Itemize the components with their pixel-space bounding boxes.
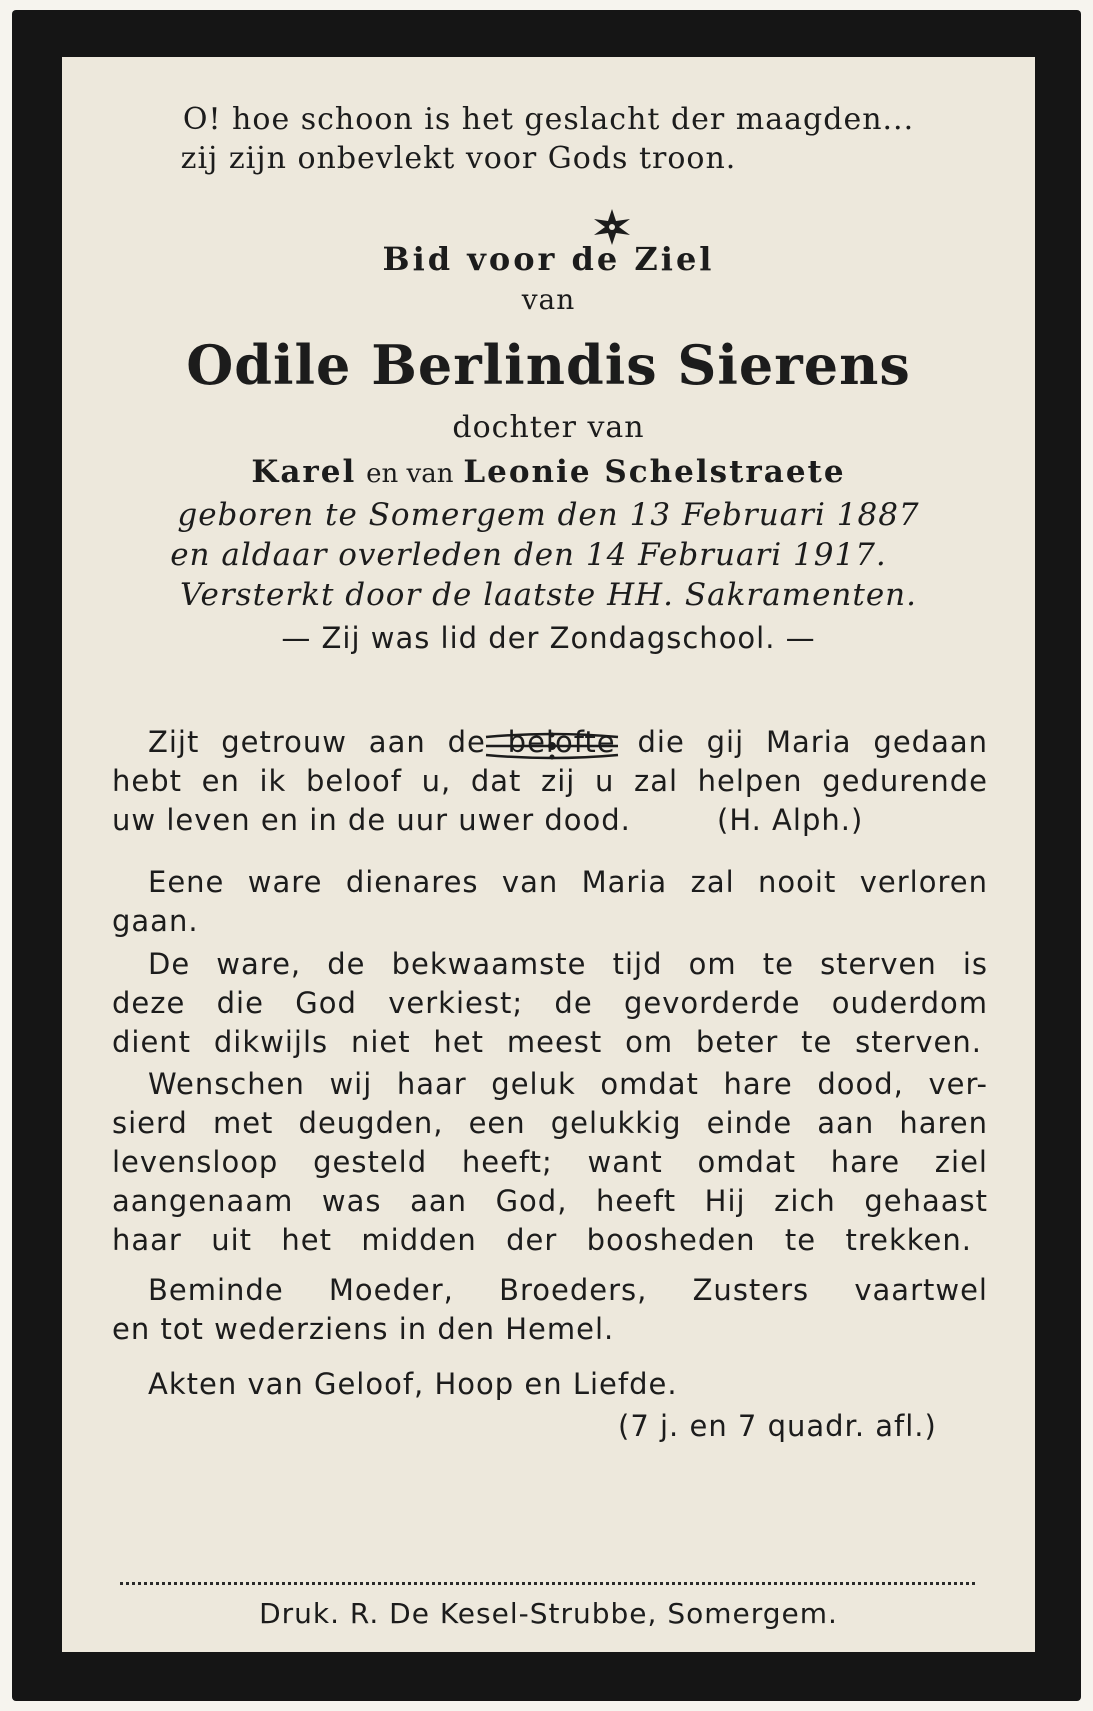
parents-conjunction: en van: [366, 459, 454, 489]
paragraph1-line-2: hebt en ik beloof u, dat zij u zal helpen gedurende: [112, 764, 988, 798]
paragraph4-line-3: levensloop gesteld heeft; want omdat hare ziel: [112, 1145, 988, 1179]
printer-imprint: Druk. R. De Kesel-Strubbe, Somergem.: [259, 1597, 838, 1630]
paragraph4-line-2: sierd met deugden, een gelukkig einde aan haren: [112, 1106, 988, 1140]
dotted-divider: [120, 1582, 975, 1585]
paragraph3-line-3: dient dikwijls niet het meest om beter te sterven.: [112, 1025, 982, 1059]
prayer-van: van: [521, 283, 576, 316]
paragraph5-line-2: en tot wederziens in den Hemel.: [112, 1312, 615, 1346]
death-line: en aldaar overleden den 14 Februari 1917.: [170, 537, 887, 573]
deceased-name: Odile Berlindis Sierens: [186, 333, 911, 397]
paragraph1-line-3: uw leven en in de uur uwer dood.: [112, 803, 631, 837]
parents-line: [62, 454, 1035, 490]
paragraph2-line-2: gaan.: [112, 904, 199, 938]
paragraph3-line-1: De ware, de bekwaamste tijd om te sterven is: [148, 947, 988, 981]
prayer-heading: Bid voor de Ziel: [382, 240, 715, 278]
paragraph4-line-1: Wenschen wij haar geluk omdat hare dood, ver-: [148, 1067, 988, 1101]
paragraph4-line-5: haar uit het midden der boosheden te trekken.: [112, 1223, 972, 1257]
daughter-of: dochter van: [452, 410, 645, 445]
mother-name: Leonie Schelstraete: [463, 454, 846, 490]
paragraph1-source: (H. Alph.): [717, 803, 864, 837]
paragraph1-line-1: Zijt getrouw aan de belofte die gij Maria gedaan: [148, 725, 988, 759]
sacraments-line: Versterkt door de laatste HH. Sakramenten.: [179, 577, 918, 613]
birth-line: geboren te Somergem den 13 Februari 1887: [177, 497, 920, 533]
paragraph2-line-1: Eene ware dienares van Maria zal nooit verloren: [148, 865, 988, 899]
paragraph3-line-2: deze die God verkiest; de gevorderde ouderdom: [112, 986, 988, 1020]
father-name: Karel: [251, 454, 357, 490]
sunday-school-line: — Zij was lid der Zondagschool. —: [281, 621, 816, 655]
acts-line: Akten van Geloof, Hoop en Liefde.: [148, 1367, 678, 1401]
paragraph5-line-1: Beminde Moeder, Broeders, Zusters vaartwel: [148, 1273, 988, 1307]
paragraph4-line-4: aangenaam was aan God, heeft Hij zich gehaast: [112, 1184, 988, 1218]
indulgence-line: (7 j. en 7 quadr. afl.): [618, 1409, 937, 1443]
epigraph-line-1: O! hoe schoon is het geslacht der maagden...: [182, 102, 915, 137]
epigraph-line-2: zij zijn onbevlekt voor Gods troon.: [180, 141, 737, 176]
card-paper: [62, 57, 1035, 1652]
